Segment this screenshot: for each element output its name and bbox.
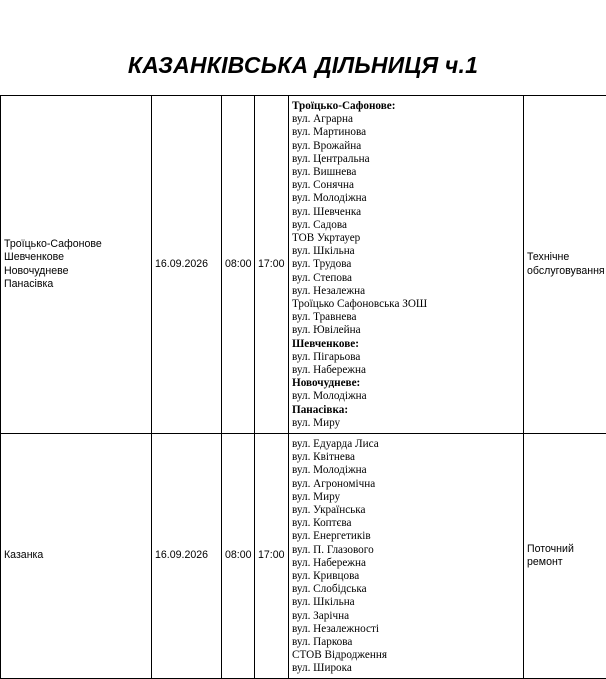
address-item: вул. Незалежності	[292, 623, 523, 636]
address-item: вул. Шкільна	[292, 596, 523, 609]
address-item: вул. Квітнева	[292, 451, 523, 464]
work-type-text: Технічне	[527, 251, 606, 264]
work-type-text: обслуговування	[527, 265, 606, 278]
address-item: вул. Українська	[292, 504, 523, 517]
address-item: вул. Слобідська	[292, 583, 523, 596]
outage-schedule-table	[0, 95, 606, 679]
start-time-cell: 08:00	[222, 96, 255, 434]
address-item: вул. Агрономічна	[292, 478, 523, 491]
address-item: вул. Енергетиків	[292, 530, 523, 543]
address-item: вул. Набережна	[292, 364, 523, 377]
end-time-cell: 17:00	[255, 434, 289, 679]
address-item: вул. Коптєва	[292, 517, 523, 530]
address-item: вул. Травнева	[292, 311, 523, 324]
address-item: Троїцько Сафоновська ЗОШ	[292, 298, 523, 311]
settlement-name: Казанка	[4, 549, 151, 562]
start-time-cell: 08:00	[222, 434, 255, 679]
address-item: вул. Степова	[292, 272, 523, 285]
address-item: вул. Незалежна	[292, 285, 523, 298]
address-item: вул. Шкільна	[292, 245, 523, 258]
date-cell: 16.09.2026	[152, 434, 222, 679]
address-item: вул. Шевченка	[292, 206, 523, 219]
work-type-cell	[524, 434, 606, 679]
addresses-cell	[289, 96, 524, 434]
address-item: вул. Кривцова	[292, 570, 523, 583]
table-row	[1, 434, 606, 679]
work-type-text: ремонт	[527, 556, 606, 569]
settlement-heading: Панасівка:	[292, 404, 523, 417]
settlement-name: Троїцько-Сафонове	[4, 238, 151, 251]
settlement-name: Новочудневе	[4, 265, 151, 278]
address-item: вул. Врожайна	[292, 140, 523, 153]
settlement-name: Шевченкове	[4, 251, 151, 264]
address-item: вул. Садова	[292, 219, 523, 232]
work-type-cell	[524, 96, 606, 434]
end-time-cell: 17:00	[255, 96, 289, 434]
page-title: КАЗАНКІВСЬКА ДІЛЬНИЦЯ ч.1	[0, 52, 606, 79]
address-item: вул. Центральна	[292, 153, 523, 166]
address-item: вул. Мартинова	[292, 126, 523, 139]
work-type-text: Поточний	[527, 543, 606, 556]
table-row	[1, 96, 606, 434]
settlement-heading: Новочудневе:	[292, 377, 523, 390]
address-item: вул. Паркова	[292, 636, 523, 649]
settlement-heading: Троїцько-Сафонове:	[292, 100, 523, 113]
addresses-cell	[289, 434, 524, 679]
address-item: вул. Едуарда Лиса	[292, 438, 523, 451]
address-item: вул. Молодіжна	[292, 464, 523, 477]
address-item: вул. Набережна	[292, 557, 523, 570]
address-item: вул. Сонячна	[292, 179, 523, 192]
settlements-cell	[1, 96, 152, 434]
address-item: вул. Вишнева	[292, 166, 523, 179]
address-item: вул. Пігарьова	[292, 351, 523, 364]
address-item: вул. Молодіжна	[292, 390, 523, 403]
address-item: СТОВ Відродження	[292, 649, 523, 662]
address-item: вул. Молодіжна	[292, 192, 523, 205]
address-item: вул. Трудова	[292, 258, 523, 271]
address-item: вул. Миру	[292, 491, 523, 504]
address-item: вул. Аграрна	[292, 113, 523, 126]
address-item: ТОВ Укртауер	[292, 232, 523, 245]
address-item: вул. Широка	[292, 662, 523, 675]
settlements-cell	[1, 434, 152, 679]
settlement-name: Панасівка	[4, 278, 151, 291]
address-item: вул. Зарічна	[292, 610, 523, 623]
settlement-heading: Шевченкове:	[292, 338, 523, 351]
address-item: вул. Ювілейна	[292, 324, 523, 337]
address-item: вул. П. Глазового	[292, 544, 523, 557]
address-item: вул. Миру	[292, 417, 523, 430]
date-cell: 16.09.2026	[152, 96, 222, 434]
